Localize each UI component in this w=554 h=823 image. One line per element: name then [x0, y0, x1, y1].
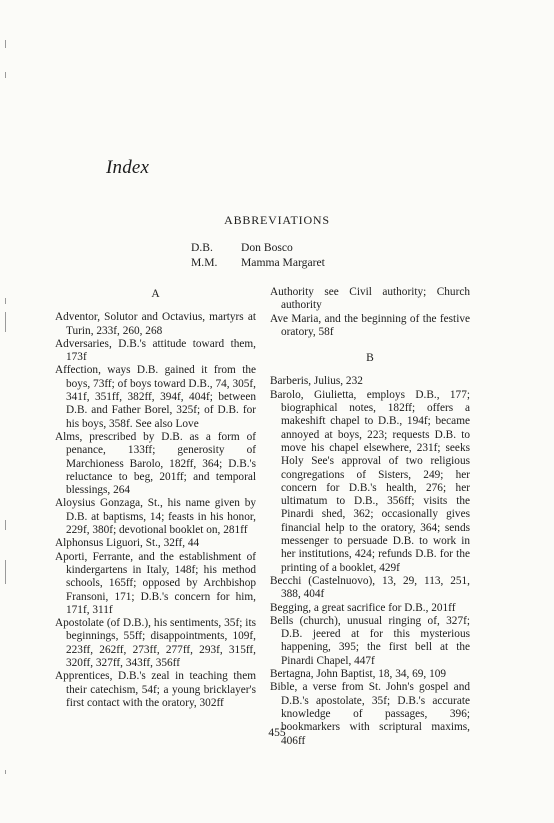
- margin-mark: [5, 312, 6, 332]
- abbreviations-heading: ABBREVIATIONS: [224, 213, 330, 227]
- margin-mark: [5, 40, 6, 48]
- abbreviation-code: D.B.: [191, 241, 213, 254]
- abbreviation-row: [191, 240, 325, 255]
- index-entry: Apprentices, D.B.'s zeal in teaching them their catechism, 54f; a young bricklayer's first contact with the oratory, 302ff: [55, 670, 256, 709]
- abbreviations-table: [191, 240, 325, 270]
- margin-mark: [5, 298, 6, 304]
- index-entry: Alms, prescribed by D.B. as a form of penance, 133ff; generosity of Marchioness Barolo, 182ff, 364; D.B.'s reluctance to beg, 201ff; and temporal blessings, 264: [55, 430, 256, 497]
- section-letter-a: A: [151, 288, 160, 300]
- margin-mark: [5, 770, 6, 774]
- index-entry: Barolo, Giulietta, employs D.B., 177; biographical notes, 182ff; offers a makeshift chapel to D.B., 194f; became annoyed at boys, 223; requests D.B. to move his chapel elsewhere, 231f; seeks Holy See's approval of two religious congregations of Sisters, 249; her concern for D.B.'s health, 276; her ultimatum to D.B., 356ff; visits the Pinardi shed, 362; occasionally gives financial help to the oratory, 364; sends messenger to persuade D.B. to work in her institutions, 424; refunds D.B. for the printing of a booklet, 429f: [270, 388, 470, 574]
- index-entry: Bertagna, John Baptist, 18, 34, 69, 109: [270, 668, 447, 681]
- section-letter-b: B: [366, 352, 374, 365]
- index-entry: Aporti, Ferrante, and the establishment of kindergartens in Italy, 148f; his method schools, 165ff; opposed by Archbishop Fransoni, 171; D.B.'s concern for him, 171f, 311f: [55, 550, 256, 616]
- page-title: Index: [106, 157, 150, 178]
- index-entry: Adventor, Solutor and Octavius, martyrs at Turin, 233f, 260, 268: [55, 311, 256, 337]
- index-column-left: [55, 286, 256, 710]
- margin-mark: [5, 72, 6, 78]
- page-number: 455: [268, 727, 286, 739]
- index-entry: Bells (church), unusual ringing of, 327f; D.B. jeered at for this mysterious happening, 395; the first bell at the Pinardi Chapel, 447f: [270, 614, 470, 667]
- index-entry: Authority see Civil authority; Church authority: [270, 286, 470, 312]
- index-entry: Apostolate (of D.B.), his sentiments, 35f; its beginnings, 55ff; disappointments, 109f, 223ff, 262ff, 273ff, 277ff, 293f, 315ff, 320ff, 327ff, 343ff, 356ff: [55, 617, 256, 670]
- index-entry: Begging, a great sacrifice for D.B., 201ff: [270, 601, 456, 614]
- index-entry: Barberis, Julius, 232: [270, 375, 363, 388]
- index-entry: Aloysius Gonzaga, St., his name given by D.B. at baptisms, 14; feasts in his honor, 229f, 380f; devotional booklet on, 281ff: [55, 497, 256, 537]
- abbreviation-meaning: Don Bosco: [241, 241, 293, 254]
- margin-mark: [5, 560, 6, 584]
- index-entry: Affection, ways D.B. gained it from the boys, 73ff; of boys toward D.B., 74, 305f, 341f, 351ff, 382ff, 394f, 404f; between D.B. and Father Borel, 325f; of D.B. for his boys, 358f. See also Love: [55, 364, 256, 430]
- index-entry: Ave Maria, and the beginning of the festive oratory, 58f: [270, 312, 470, 338]
- abbreviation-meaning: Mamma Margaret: [241, 256, 325, 269]
- index-column-right: [270, 286, 470, 748]
- index-entry: Adversaries, D.B.'s attitude toward them, 173f: [55, 337, 256, 364]
- margin-mark: [5, 520, 6, 530]
- index-entry: Bible, a verse from St. John's gospel and D.B.'s apostolate, 35f; D.B.'s accurate knowledge of passages, 396; bookmarkers with scriptural maxims, 406ff: [270, 681, 470, 747]
- abbreviation-row: [191, 255, 325, 270]
- index-entry: Alphonsus Liguori, St., 32ff, 44: [55, 537, 200, 550]
- abbreviation-code: M.M.: [191, 256, 218, 269]
- index-entry: Becchi (Castelnuovo), 13, 29, 113, 251, 388, 404f: [270, 574, 470, 601]
